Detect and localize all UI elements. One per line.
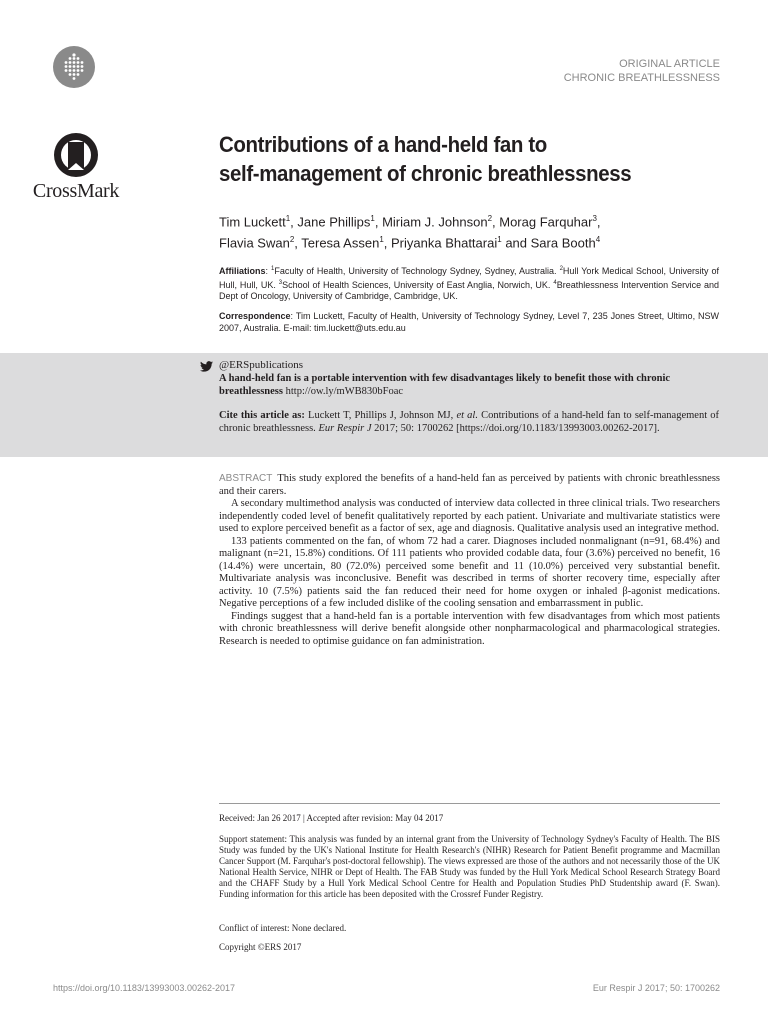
footer-doi[interactable]: https://doi.org/10.1183/13993003.00262-2017 — [53, 983, 235, 993]
author-affiliation-mark: 3 — [592, 214, 597, 223]
affiliation-number: 4 — [553, 279, 557, 286]
ers-logo-icon — [53, 46, 95, 88]
cite-details[interactable]: 2017; 50: 1700262 [https://doi.org/10.1183/13993003.00262-2017]. — [374, 422, 660, 434]
cite-as — [219, 410, 719, 435]
footnote-divider — [219, 803, 720, 804]
correspondence-text: Tim Luckett, Faculty of Health, University of Technology Sydney, Level 7, 235 Jones Street, Ultimo, NSW 2007, Australia. E-mail: tim.luckett@uts.edu.au — [219, 311, 720, 333]
author-name: Miriam J. Johnson — [382, 214, 488, 230]
affiliations-label: Affiliations — [219, 266, 266, 276]
tweet-handle[interactable]: @ERSpublications — [219, 359, 304, 371]
abstract-label: ABSTRACT — [219, 473, 273, 484]
author-affiliation-mark: 1 — [285, 214, 291, 223]
crossmark-badge[interactable] — [30, 132, 122, 203]
author-affiliation-mark: 1 — [497, 235, 502, 245]
article-type-label: ORIGINAL ARTICLE — [619, 58, 720, 70]
affiliations: Affiliations: $^1$Faculty of Health, University of Technology Sydney, Sydney, Australia. $^2$Hull York Medical School, University of Hull, Hull, UK. $^3$School of Health Sciences, University of East Anglia, Norwich, UK. $^4$Breathlessness Intervention Service and Dept of Oncology, University of Cambridge, Cambridge, UK. — [219, 266, 720, 301]
cite-authors: Luckett T, Phillips J, Johnson MJ, — [308, 410, 454, 421]
author-name: Jane Phillips — [297, 214, 371, 230]
author-name: Sara Booth — [530, 235, 596, 251]
author-and: and — [505, 235, 528, 251]
correspondence-label: Correspondence — [219, 311, 291, 321]
author-affiliation-mark: 4 — [595, 235, 601, 245]
author-list: Tim Luckett$^1$, Jane Phillips$^1$, Miriam J. Johnson$^2$, Morag Farquhar$^3$, Flavia Swan$^2$, Teresa Assen$^1$, Priyanka Bhattarai$^1$ and Sara Booth$^4$ — [219, 214, 601, 251]
author-affiliation-mark: 1 — [379, 235, 384, 245]
abstract — [219, 473, 720, 648]
author-name: Priyanka Bhattarai — [391, 235, 498, 251]
tweet-link[interactable]: http://ow.ly/mWB830bFoac — [285, 385, 404, 397]
cite-etal: et al. — [456, 410, 478, 421]
author-affiliation-mark: 1 — [370, 214, 375, 223]
affiliation-4: Breathlessness Intervention Service and Dept of Oncology, University of Cambridge, Cambridge, UK. — [219, 279, 720, 301]
author-name: Flavia Swan — [219, 235, 290, 251]
summary-band — [0, 353, 768, 457]
cite-journal: Eur Respir J — [318, 422, 372, 434]
conflict-of-interest: Conflict of interest: None declared. — [219, 923, 347, 933]
author-affiliation-mark: 2 — [487, 214, 493, 223]
title-line-1: Contributions of a hand-held fan to — [219, 132, 547, 157]
cite-title: Contributions of a hand-held fan to self-management of chronic breathlessness. — [219, 410, 720, 434]
author-name: Morag Farquhar — [499, 214, 593, 230]
crossmark-label: CrossMark — [32, 180, 120, 202]
affiliation-1: Faculty of Health, University of Technology Sydney, Sydney, Australia. — [274, 266, 557, 276]
abstract-text: This study explored the benefits of a hand-held fan as perceived by patients with chronic breathlessness and their carers. — [219, 473, 720, 497]
correspondence: Correspondence: Tim Luckett, Faculty of Health, University of Technology Sydney, Level 7, 235 Jones Street, Ultimo, NSW 2007, Australia. E-mail: tim.luckett@uts.edu.au — [219, 311, 720, 333]
twitter-bird-icon — [200, 361, 213, 372]
abstract-paragraph — [219, 473, 720, 498]
footer-citation: Eur Respir J 2017; 50: 1700262 — [592, 983, 720, 993]
author-name: Tim Luckett — [219, 214, 286, 230]
received-dates: Received: Jan 26 2017 | Accepted after revision: May 04 2017 — [219, 813, 444, 823]
affiliation-2: Hull York Medical School, University of Hull, Hull, UK. — [219, 266, 719, 290]
affiliation-3: School of Health Sciences, University of East Anglia, Norwich, UK. — [282, 279, 551, 290]
abstract-paragraph: 133 patients commented on the fan, of whom 72 had a carer. Diagnoses included nonmalignant (n=91, 68.4%) and malignant (n=21, 15.8%) conditions. Of 111 patients who provided codable data, four (3.6%) perceived no benefit, 16 (14.4%) were uncertain, 80 (72.0%) perceived some benefit and 11 (10.0%) perceived very substantial benefit. Multivariate analysis was inconclusive. Benefit was described in terms of shorter recovery time, especially after activity. 10 (7.5%) patients said the fan reduced their need for home oxygen or inhaled β-agonist medications. Negative perceptions of a few included dislike of the cooling sensation and embarrassment in public. — [219, 535, 720, 609]
cite-label: Cite this article as: — [219, 410, 305, 421]
article-title — [219, 130, 693, 188]
copyright: Copyright ©ERS 2017 — [219, 942, 302, 952]
section-label: CHRONIC BREATHLESSNESS — [563, 72, 720, 84]
title-line-2: self-management of chronic breathlessness — [219, 161, 632, 186]
abstract-paragraph: Findings suggest that a hand-held fan is a portable intervention with few disadvantages from which most patients with chronic breathlessness will derive benefit alongside other nonpharmacological and pharmacological strategies. Research is needed to optimise guidance on fan administration. — [219, 610, 720, 647]
affiliation-number: 3 — [278, 279, 283, 286]
crossmark-icon — [53, 132, 99, 178]
affiliation-number: 1 — [271, 266, 275, 272]
affiliation-number: 2 — [559, 266, 563, 272]
tweet-summary: A hand-held fan is a portable intervention with few disadvantages likely to benefit those with chronic breathlessness — [219, 373, 671, 397]
tweet-text — [219, 373, 719, 398]
author-name: Teresa Assen — [301, 235, 380, 251]
support-statement: Support statement: This analysis was funded by an internal grant from the University of Technology Sydney's Faculty of Health. The BIS Study was funded by the UK's National Institute for Health Research's (NIHR) Research for Patient Benefit programme and Macmillan Cancer Support (M. Farquhar's post-doctoral fellowship). The views expressed are those of the authors and not necessarily those of the UK National Health Service, NIHR or Dept of Health. The FAB Study was funded by the Hull York Medical School Research Strategy Board and the CHAFF Study by a Hull York Medical School Centre for Health and Population Studies PhD Studentship award (F. Swan). Funding information for this article has been deposited with the Crossref Funder Registry. — [219, 834, 720, 899]
abstract-paragraph: A secondary multimethod analysis was conducted of interview data collected in three clinical trials. Two researchers independently coded level of benefit qualitatively reported by each patient. Univariate and multivariate statistics were used to explore perceived benefit as a factor of sex, age and diagnosis. Qualitative analysis used an integrative method. — [219, 498, 720, 534]
article-type — [564, 57, 720, 85]
author-affiliation-mark: 2 — [289, 235, 295, 245]
